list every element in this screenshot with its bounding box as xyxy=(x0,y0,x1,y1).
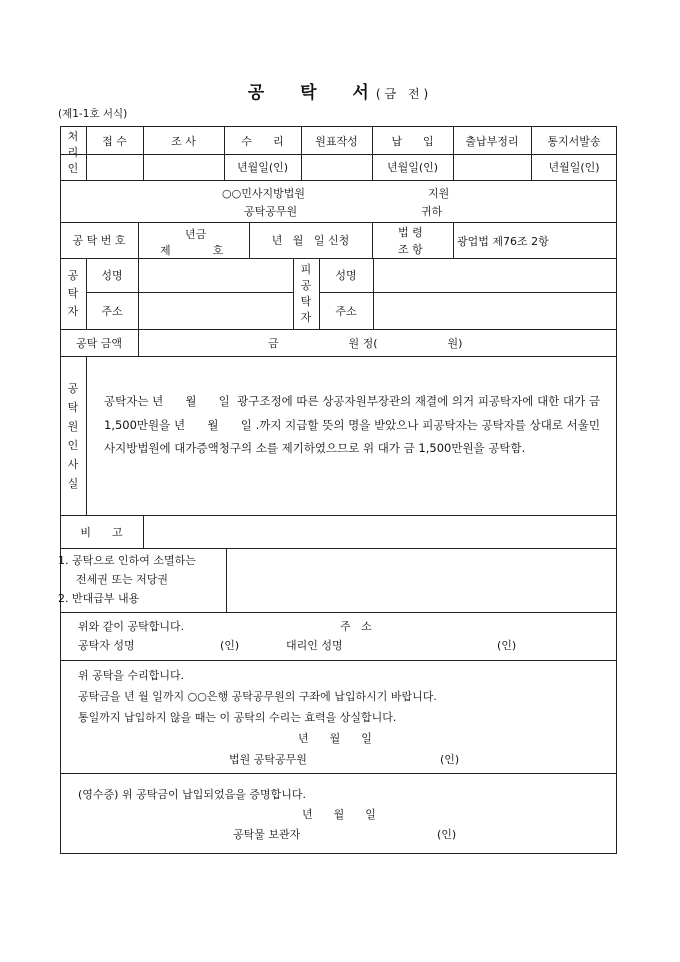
rule xyxy=(60,660,617,661)
agent-signature-label: 대리인 성명 xyxy=(286,639,343,652)
label-char: 처 xyxy=(67,130,79,143)
title-subtitle: (금 전) xyxy=(375,87,433,101)
extinguish-line-2: 전세권 또는 저당권 xyxy=(76,573,169,586)
amount-text: 금 원 정( 원) xyxy=(268,337,463,350)
application-date: 년 월 일 신청 xyxy=(271,234,350,247)
deposit-no-label: 공 탁 번 호 xyxy=(72,234,126,247)
date-seal: 년월일(인) xyxy=(386,161,439,174)
year-label: 년금 xyxy=(185,228,207,241)
rule xyxy=(60,329,617,330)
label-char: 공 xyxy=(67,381,79,395)
acceptance-line-3: 통일까지 납입하지 않을 때는 이 공탁의 수리는 효력을 상실합니다. xyxy=(78,711,397,724)
rule xyxy=(86,356,87,515)
label-char: 사 xyxy=(67,457,79,471)
label-char: 탁 xyxy=(67,400,79,414)
depositor-signature-label: 공탁자 성명 xyxy=(78,639,135,652)
honorific: 귀하 xyxy=(421,205,443,218)
col-receipt: 접 수 xyxy=(102,135,127,148)
agent-seal: (인) xyxy=(497,639,517,652)
acceptance-date: 년 월 일 xyxy=(298,732,372,745)
label-char: 원 xyxy=(67,419,79,433)
acceptance-line-2: 공탁금을 년 월 일까지 ○○은행 공탁공무원의 구좌에 납입하시기 바랍니다. xyxy=(78,690,437,703)
col-notice: 통지서발송 xyxy=(547,135,601,148)
extinguish-line-1: 1. 공탁으로 인하여 소멸하는 xyxy=(58,554,196,567)
col-inspection: 조 사 xyxy=(171,135,196,148)
depositor-address-label: 주소 xyxy=(101,304,123,318)
depositor-name-label: 성명 xyxy=(101,269,123,282)
receipt-line: (영수증) 위 공탁금이 납입되었음을 증명합니다. xyxy=(78,788,306,801)
title-main: 공 탁 서 xyxy=(247,83,370,103)
law-value: 광업법 제76조 2항 xyxy=(457,235,549,248)
label-char: 공 xyxy=(67,268,79,282)
label-char: 자 xyxy=(300,310,312,324)
label-char: 리 xyxy=(67,146,79,159)
col-payment: 납 입 xyxy=(391,135,434,148)
col-cashbook: 출납부정리 xyxy=(465,135,519,148)
rule xyxy=(143,515,144,548)
rule xyxy=(373,258,374,329)
depositee-address-label: 주소 xyxy=(335,304,357,318)
label-char: 탁 xyxy=(300,294,312,308)
rule xyxy=(60,612,617,613)
label-char: 공 xyxy=(300,278,312,292)
label-char: 탁 xyxy=(67,286,79,300)
address-label: 주 소 xyxy=(340,620,372,633)
amount-label: 공탁 금액 xyxy=(75,336,122,350)
custodian-seal: (인) xyxy=(437,828,457,841)
rule xyxy=(60,773,617,774)
acceptance-line-1: 위 공탁을 수리합니다. xyxy=(78,669,185,682)
law-label-1: 법 령 xyxy=(398,226,423,239)
rule xyxy=(60,356,617,357)
depositor-seal: (인) xyxy=(220,639,240,652)
law-label-2: 조 항 xyxy=(398,243,423,256)
label-char: 피 xyxy=(300,262,312,276)
extinguish-line-3: 2. 반대급부 내용 xyxy=(58,592,140,605)
document-title xyxy=(0,78,680,103)
court-branch: 지원 xyxy=(428,187,450,200)
label-char: 인 xyxy=(67,162,79,175)
date-seal: 년월일(인) xyxy=(548,161,600,174)
court-officer: 법원 공탁공무원 xyxy=(229,753,307,766)
rule xyxy=(372,222,373,258)
label-char: 실 xyxy=(67,476,79,490)
receipt-date: 년 월 일 xyxy=(302,808,376,821)
custodian-label: 공탁물 보관자 xyxy=(233,828,301,841)
court-name: ○○민사지방법원 xyxy=(222,187,305,200)
depositor-label xyxy=(60,258,86,329)
rule xyxy=(453,222,454,258)
rule xyxy=(226,548,227,612)
col-acceptance: 수 리 xyxy=(241,135,284,148)
remarks-label: 비 고 xyxy=(80,525,123,539)
rule xyxy=(60,180,617,181)
rule xyxy=(138,258,139,356)
label-char: 인 xyxy=(67,438,79,452)
processing-label xyxy=(60,126,86,180)
depositee-label xyxy=(293,258,319,329)
officer-seal: (인) xyxy=(440,753,460,766)
number-label: 제 호 xyxy=(160,244,224,257)
form-number: (제1-1호 서식) xyxy=(58,108,128,120)
col-ledger: 원표작성 xyxy=(315,135,358,148)
declaration-line: 위와 같이 공탁합니다. xyxy=(78,620,185,633)
label-char: 자 xyxy=(67,304,79,318)
rule xyxy=(138,222,139,258)
depositee-name-label: 성명 xyxy=(335,269,357,282)
rule xyxy=(60,548,617,549)
fact-text: 공탁자는 년 월 일 광구조정에 따른 상공자원부장관의 재결에 의거 피공탁자에 대한 대가 금 1,500만원을 년 월 일 .까지 지급할 뜻의 명을 받았으나 피공탁자는 공탁자를 상대로 서울민사지방법원에 대가증액청구의 소를 제기하였으므로 위 대가 금 1,500만원을 공탁함. xyxy=(104,394,604,455)
fact-label xyxy=(60,356,86,515)
officer-title: 공탁공무원 xyxy=(244,205,298,218)
date-seal: 년월일(인) xyxy=(236,161,289,174)
